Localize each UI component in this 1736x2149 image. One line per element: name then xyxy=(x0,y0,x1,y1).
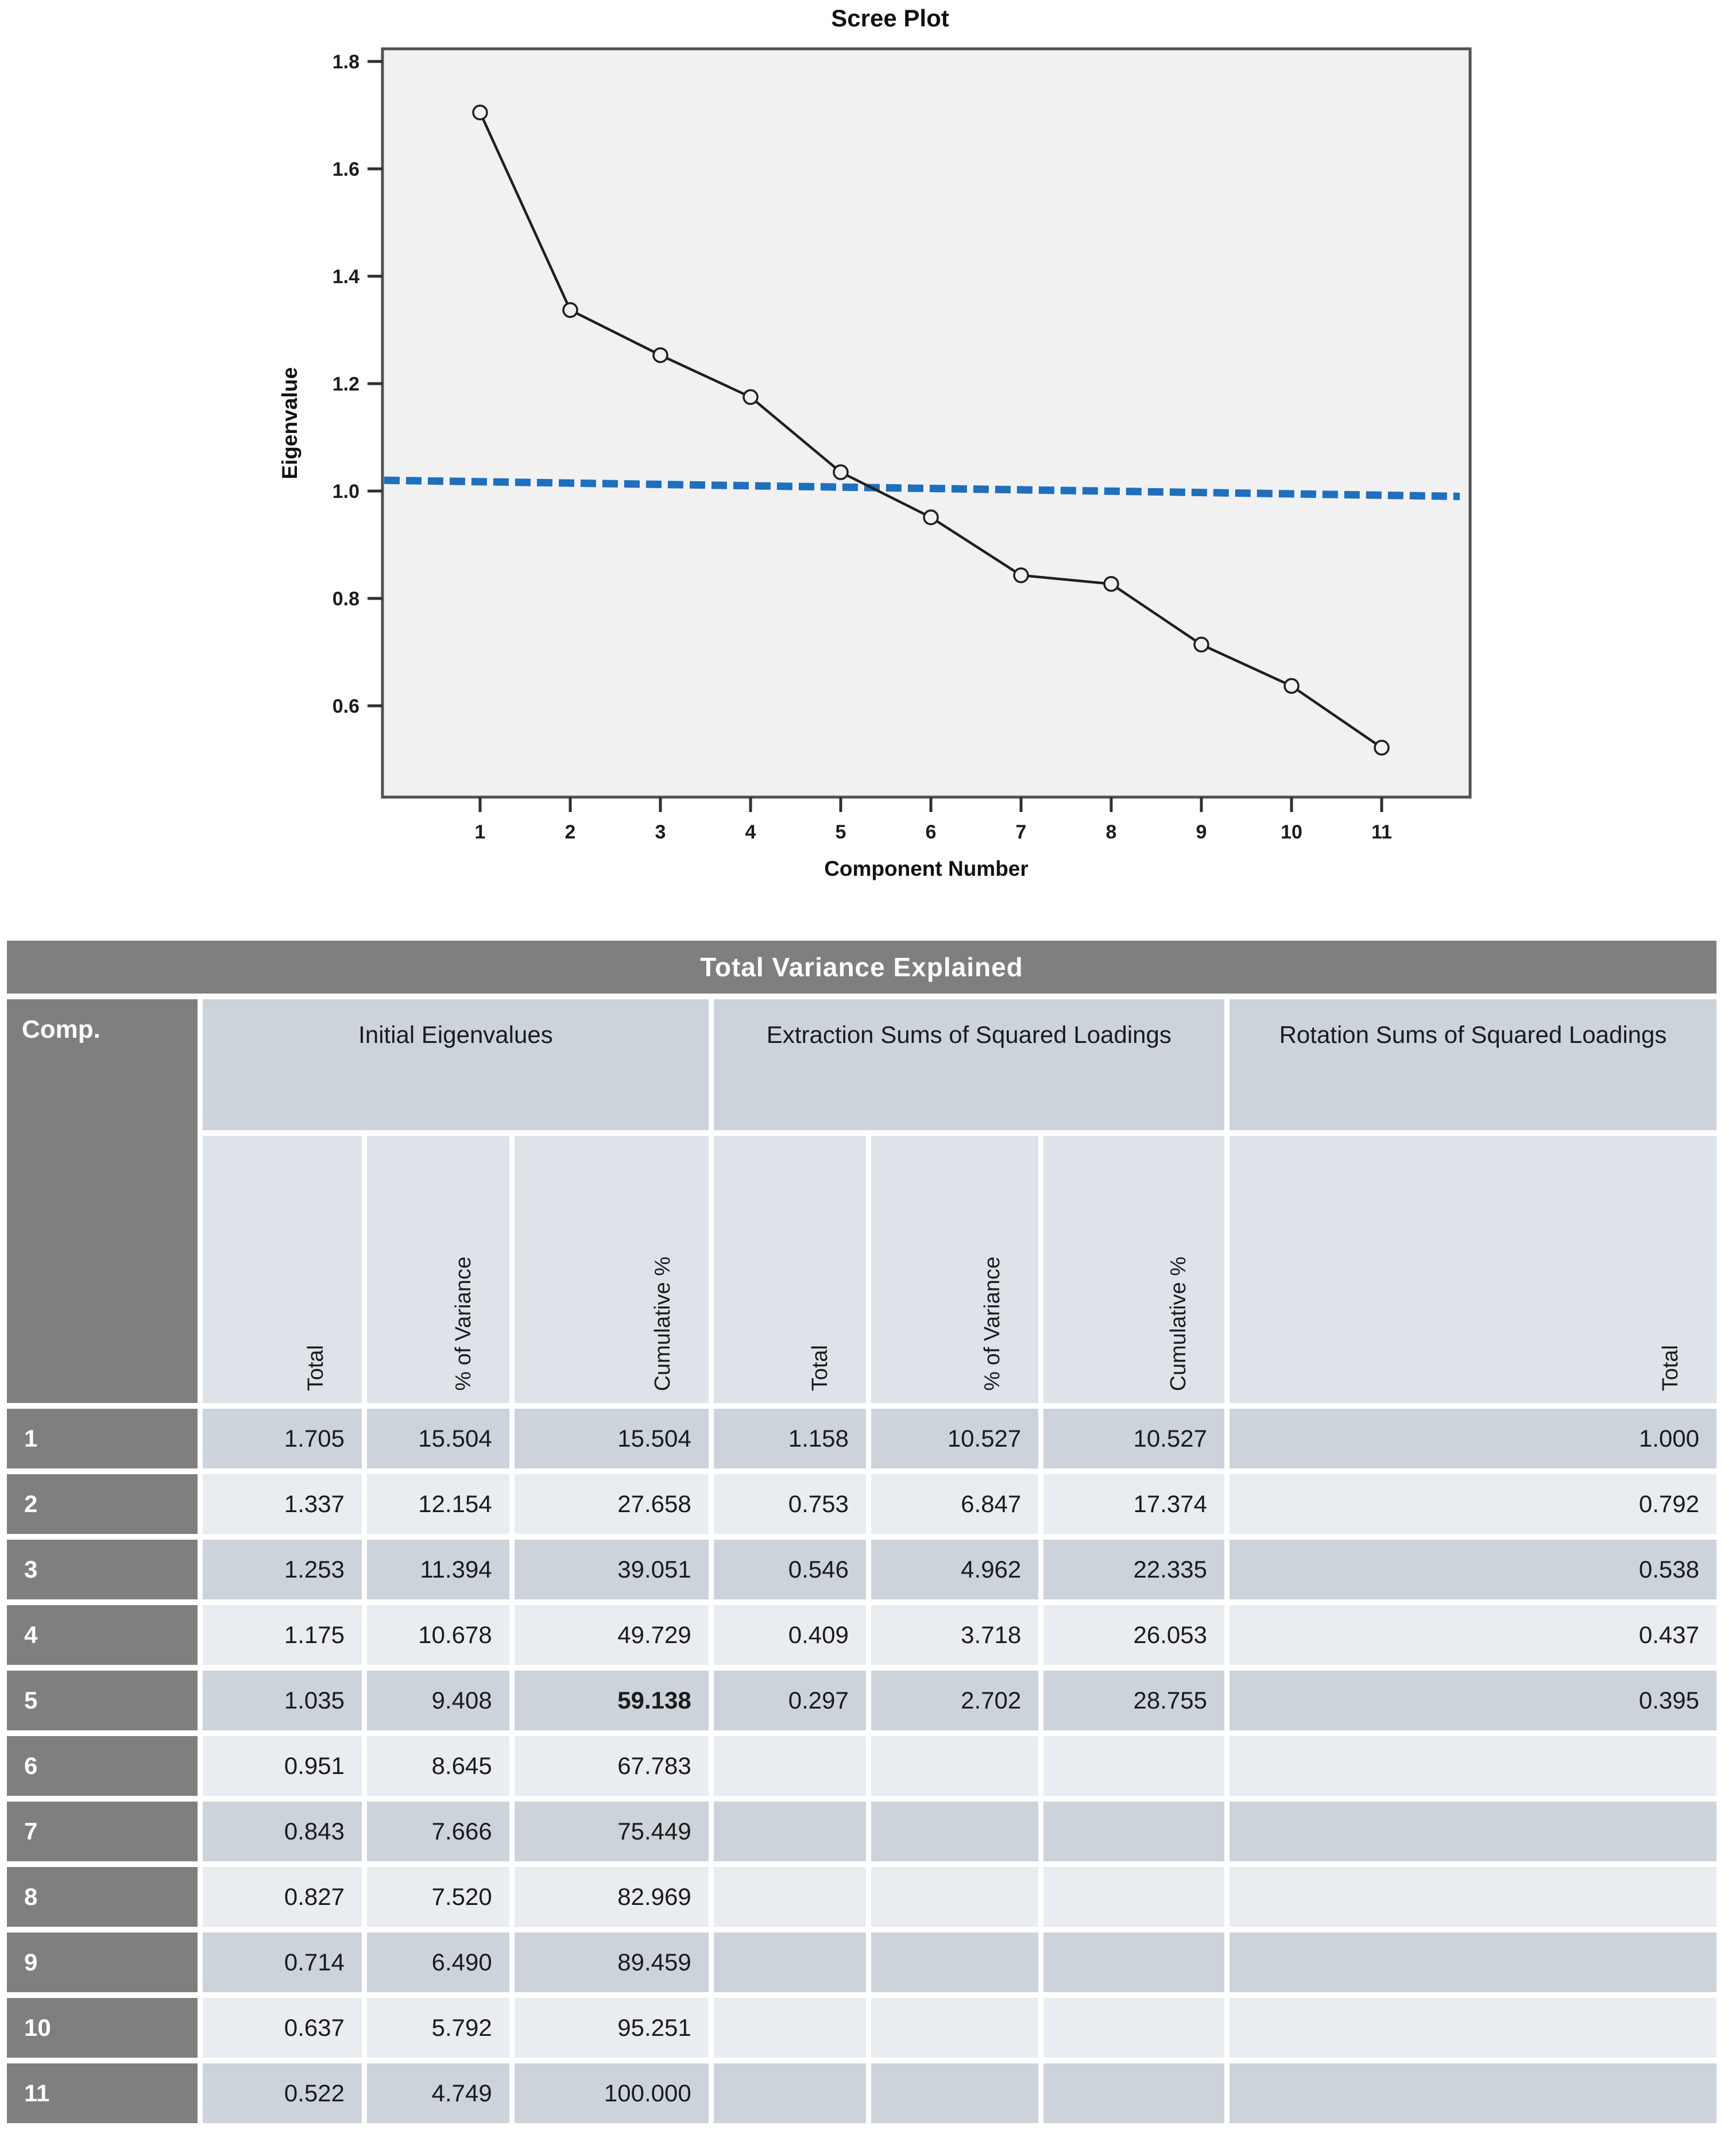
x-tick-label: 5 xyxy=(835,821,846,843)
group-header-row xyxy=(7,999,1716,1130)
row-header: 6 xyxy=(7,1736,198,1796)
data-cell: 0.437 xyxy=(1229,1605,1716,1665)
row-header: 8 xyxy=(7,1867,198,1927)
x-tick-label: 7 xyxy=(1015,821,1027,843)
data-cell xyxy=(1043,1932,1224,1992)
data-cell xyxy=(714,2063,866,2123)
y-tick-label: 1.2 xyxy=(332,373,359,395)
row-header: 3 xyxy=(7,1540,198,1599)
y-tick-label: 1.4 xyxy=(332,266,359,288)
table-row xyxy=(7,2063,1716,2123)
x-tick-label: 9 xyxy=(1196,821,1207,843)
data-cell: 0.395 xyxy=(1229,1671,1716,1730)
total-variance-table xyxy=(2,935,1722,2129)
table-row xyxy=(7,1998,1716,2058)
x-tick-label: 4 xyxy=(745,821,756,843)
data-cell: 8.645 xyxy=(367,1736,509,1796)
row-header: 1 xyxy=(7,1409,198,1468)
rotated-column-header xyxy=(714,1136,866,1403)
data-point xyxy=(654,348,667,362)
data-cell: 39.051 xyxy=(515,1540,709,1599)
data-cell: 12.154 xyxy=(367,1474,509,1534)
column-group-header: Initial Eigenvalues xyxy=(203,999,709,1130)
data-point xyxy=(1104,577,1118,591)
y-tick-label: 0.6 xyxy=(332,695,359,717)
data-cell: 11.394 xyxy=(367,1540,509,1599)
data-cell xyxy=(1043,1867,1224,1927)
data-cell: 82.969 xyxy=(515,1867,709,1927)
data-cell xyxy=(1229,1802,1716,1861)
data-cell xyxy=(1229,1867,1716,1927)
data-cell: 100.000 xyxy=(515,2063,709,2123)
data-cell: 1.253 xyxy=(203,1540,362,1599)
x-tick-label: 2 xyxy=(565,821,576,843)
rotated-column-header xyxy=(367,1136,509,1403)
data-cell: 10.527 xyxy=(1043,1409,1224,1468)
row-header: 2 xyxy=(7,1474,198,1534)
x-tick-label: 10 xyxy=(1281,821,1302,843)
data-point xyxy=(1285,679,1298,693)
data-cell xyxy=(714,1736,866,1796)
data-cell xyxy=(871,2063,1038,2123)
data-point xyxy=(1375,741,1389,755)
data-cell: 3.718 xyxy=(871,1605,1038,1665)
data-cell: 0.546 xyxy=(714,1540,866,1599)
data-cell xyxy=(1043,1802,1224,1861)
table-title: Total Variance Explained xyxy=(7,941,1716,994)
rotated-column-label: Total xyxy=(1658,1344,1683,1391)
data-cell: 0.753 xyxy=(714,1474,866,1534)
data-cell: 1.158 xyxy=(714,1409,866,1468)
data-cell: 10.678 xyxy=(367,1605,509,1665)
data-cell: 95.251 xyxy=(515,1998,709,2058)
data-cell: 1.000 xyxy=(1229,1409,1716,1468)
x-tick-label: 8 xyxy=(1105,821,1117,843)
row-header: 11 xyxy=(7,2063,198,2123)
data-cell: 28.755 xyxy=(1043,1671,1224,1730)
data-point xyxy=(563,303,577,317)
table-row xyxy=(7,1409,1716,1468)
row-header: 9 xyxy=(7,1932,198,1992)
data-cell: 0.714 xyxy=(203,1932,362,1992)
data-cell xyxy=(1229,1932,1716,1992)
y-tick-label: 0.8 xyxy=(332,588,359,610)
column-group-header: Rotation Sums of Squared Loadings xyxy=(1229,999,1716,1130)
data-cell: 0.951 xyxy=(203,1736,362,1796)
data-cell: 1.175 xyxy=(203,1605,362,1665)
x-axis-title: Component Number xyxy=(824,857,1029,880)
data-cell: 22.335 xyxy=(1043,1540,1224,1599)
data-cell: 0.843 xyxy=(203,1802,362,1861)
total-variance-table-section xyxy=(7,935,1729,2129)
data-cell: 0.522 xyxy=(203,2063,362,2123)
table-title-row xyxy=(7,941,1716,994)
data-cell xyxy=(871,1867,1038,1927)
data-cell: 17.374 xyxy=(1043,1474,1224,1534)
data-cell xyxy=(871,1802,1038,1861)
data-cell: 10.527 xyxy=(871,1409,1038,1468)
row-header: 4 xyxy=(7,1605,198,1665)
data-cell xyxy=(1229,1998,1716,2058)
data-cell: 5.792 xyxy=(367,1998,509,2058)
data-cell: 9.408 xyxy=(367,1671,509,1730)
x-tick-label: 3 xyxy=(655,821,666,843)
data-cell: 26.053 xyxy=(1043,1605,1224,1665)
chart-title: Scree Plot xyxy=(831,5,949,32)
data-cell: 6.847 xyxy=(871,1474,1038,1534)
data-point xyxy=(834,465,848,479)
data-cell: 4.749 xyxy=(367,2063,509,2123)
data-cell xyxy=(871,1736,1038,1796)
x-tick-label: 6 xyxy=(925,821,937,843)
data-cell xyxy=(714,1998,866,2058)
data-cell xyxy=(871,1998,1038,2058)
data-point xyxy=(744,390,757,404)
data-cell: 67.783 xyxy=(515,1736,709,1796)
scree-plot-canvas xyxy=(0,0,1736,896)
y-tick-label: 1.0 xyxy=(332,481,359,503)
rotated-column-header xyxy=(871,1136,1038,1403)
data-cell: 27.658 xyxy=(515,1474,709,1534)
row-header: 10 xyxy=(7,1998,198,2058)
data-point xyxy=(473,106,487,119)
data-cell xyxy=(714,1932,866,1992)
data-cell: 2.702 xyxy=(871,1671,1038,1730)
row-header: 7 xyxy=(7,1802,198,1861)
data-cell: 4.962 xyxy=(871,1540,1038,1599)
data-point xyxy=(1014,569,1028,582)
y-tick-label: 1.8 xyxy=(332,51,359,73)
row-header: 5 xyxy=(7,1671,198,1730)
rotated-column-label: Total xyxy=(807,1344,832,1391)
y-axis-title: Eigenvalue xyxy=(278,367,301,480)
data-cell xyxy=(1043,1998,1224,2058)
rotated-column-label: % of Variance xyxy=(451,1257,475,1391)
table-row xyxy=(7,1932,1716,1992)
rotated-column-label: % of Variance xyxy=(980,1257,1005,1391)
data-cell xyxy=(1229,2063,1716,2123)
table-row xyxy=(7,1736,1716,1796)
data-point xyxy=(1194,637,1208,651)
rotated-column-label: Cumulative % xyxy=(650,1256,675,1391)
table-row xyxy=(7,1540,1716,1599)
table-row xyxy=(7,1605,1716,1665)
data-cell: 1.337 xyxy=(203,1474,362,1534)
data-cell: 6.490 xyxy=(367,1932,509,1992)
rotated-column-header xyxy=(1043,1136,1224,1403)
data-cell: 0.637 xyxy=(203,1998,362,2058)
data-cell: 1.035 xyxy=(203,1671,362,1730)
rotated-header-row xyxy=(7,1136,1716,1403)
rotated-column-header xyxy=(1229,1136,1716,1403)
data-cell: 7.520 xyxy=(367,1867,509,1927)
y-tick-label: 1.6 xyxy=(332,159,359,180)
data-cell: 75.449 xyxy=(515,1802,709,1861)
data-cell: 89.459 xyxy=(515,1932,709,1992)
data-cell xyxy=(714,1867,866,1927)
table-row xyxy=(7,1474,1716,1534)
data-cell xyxy=(1229,1736,1716,1796)
table-row xyxy=(7,1867,1716,1927)
rotated-column-label: Cumulative % xyxy=(1166,1256,1190,1391)
row-header-label: Comp. xyxy=(7,999,198,1403)
data-cell: 1.705 xyxy=(203,1409,362,1468)
column-group-header: Extraction Sums of Squared Loadings xyxy=(714,999,1224,1130)
data-cell: 0.792 xyxy=(1229,1474,1716,1534)
data-cell: 15.504 xyxy=(515,1409,709,1468)
data-cell: 15.504 xyxy=(367,1409,509,1468)
rotated-column-label: Total xyxy=(304,1344,328,1391)
table-row xyxy=(7,1671,1716,1730)
data-cell xyxy=(714,1802,866,1861)
data-cell: 0.538 xyxy=(1229,1540,1716,1599)
data-cell: 0.409 xyxy=(714,1605,866,1665)
data-cell: 7.666 xyxy=(367,1802,509,1861)
x-tick-label: 1 xyxy=(474,821,486,843)
plot-area xyxy=(382,49,1470,797)
data-cell: 59.138 xyxy=(515,1671,709,1730)
scree-plot-figure xyxy=(0,0,1736,919)
data-cell: 0.827 xyxy=(203,1867,362,1927)
data-cell: 49.729 xyxy=(515,1605,709,1665)
table-row xyxy=(7,1802,1716,1861)
data-cell: 0.297 xyxy=(714,1671,866,1730)
data-cell xyxy=(871,1932,1038,1992)
rotated-column-header xyxy=(203,1136,362,1403)
rotated-column-header xyxy=(515,1136,709,1403)
data-cell xyxy=(1043,1736,1224,1796)
x-tick-label: 11 xyxy=(1371,821,1392,843)
data-point xyxy=(924,511,938,524)
data-cell xyxy=(1043,2063,1224,2123)
